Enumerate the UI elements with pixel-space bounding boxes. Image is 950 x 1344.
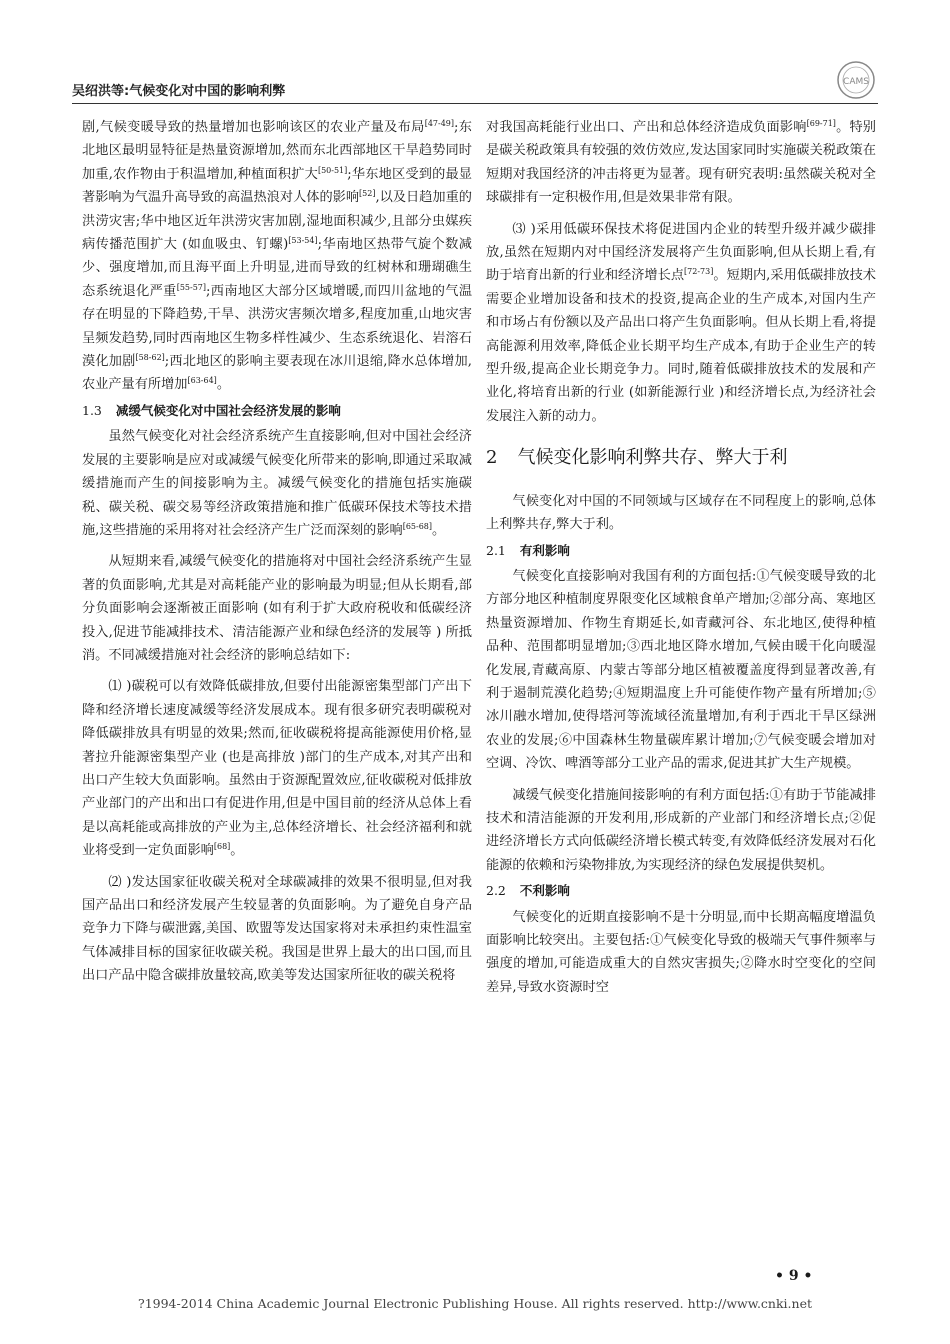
paragraph: 虽然气候变化对社会经济系统产生直接影响,但对中国社会经济发展的主要影响是应对或减缓气候变化所带来的影响,即通过采取减缓措施而产生的间接影响为主。减缓气候变化的措施包括实施碳税、碳关税、碳交易等经济政策措施和推广低碳环保技术等技术措施,这些措施的采用将对社会经济产生广泛而深刻的影响[65-68]。 [82, 429, 472, 538]
paragraph: 气候变化的近期直接影响不是十分明显,而中长期高幅度增温负面影响比较突出。主要包括:①气候变化导致的极端天气事件频率与强度的增加,可能造成重大的自然灾害损失;②降水时空变化的空间差异,导致水资源时空 [486, 909, 876, 995]
logo-text: CAMS [843, 77, 869, 87]
subsection-heading-2-2: 2.2 不利影响 [486, 883, 570, 899]
citation: [68] [213, 842, 231, 852]
citation: [52] [359, 189, 376, 199]
journal-logo-icon [836, 60, 876, 100]
paragraph: 减缓气候变化措施间接影响的有利方面包括:①有助于节能减排技术和清洁能源的开发利用,形成新的产业部门和经济增长点;②促进经济增长方式向低碳经济增长模式转变,有效降低经济发展对石化能源的依赖和污染物排放,为实现经济的绿色发展提供契机。 [486, 787, 876, 873]
paragraph: 气候变化对中国的不同领域与区域存在不同程度上的影响,总体上利弊共存,弊大于利。 [486, 493, 876, 533]
citation: [72-73] [684, 267, 714, 277]
paragraph: ⑵ )发达国家征收碳关税对全球碳减排的效果不很明显,但对我国产品出口和经济发展产生较显著的负面影响。为了避免自身产品竞争力下降与碳泄露,美国、欧盟等发达国家将对未承担约束性温室气体减排目标的国家征收碳关税。我国是世界上最大的出口国,而且出口产品中隐含碳排放量较高,欧美等发达国家所征收的碳关税将 [82, 874, 472, 984]
citation: [69-71] [806, 119, 836, 128]
paragraph: 剧,气候变暖导致的热量增加也影响该区的农业产量及布局[47-49];东北地区最明显特征是热量资源增加,然而东北西部地区干旱趋势同时加重,农作物由于积温增加,种植面积扩大[50-51];华东地区受到的最显著影响为气温升高导致的高温热浪对人体的影响[52],以及日趋加重的洪涝灾害;华中地区近年洪涝灾害加剧,湿地面积减少,且部分虫媒疾病传播范围扩大 (如血吸虫、钉螺)[53-54];华南地区热带气旋个数减少、强度增加,而且海平面上升明显,进而导致的红树林和珊瑚礁生态系统退化严重[55-57];西南地区大部分区域增暖,而四川盆地的气温存在明显的下降趋势,干旱、洪涝灾害频次增多,程度加重,山地灾害呈频发趋势,同时西南地区生物多样性减少、生态系统退化、岩溶石漠化加剧[58-62];西北地区的影响主要表现在冰川退缩,降水总体增加,农业产量有所增加[63-64]。 [82, 119, 473, 393]
citation: [63-64] [187, 376, 217, 386]
citation: [58-62] [135, 353, 165, 363]
citation: [50-51] [317, 165, 348, 175]
citation: [53-54] [288, 236, 318, 246]
left-column [82, 116, 472, 988]
right-column [486, 116, 876, 999]
paragraph: ⑶ )采用低碳环保技术将促进国内企业的转型升级并减少碳排放,虽然在短期内对中国经济发展将产生负面影响,但从长期上看,有助于培育出新的行业和经济增长点[72-73]。短期内,采用低碳排放技术需要企业增加设备和技术的投资,提高企业的生产成本,对国内生产和市场占有份额以及产品出口将产生负面影响。但从长期上看,将提高能源利用效率,降低企业长期平均生产成本,有助于企业生产的转型升级,提高企业长期竞争力。同时,随着低碳排放技术的发展和产业化,将培育出新的行业 (如新能源行业 )和经济增长点,为经济社会发展注入新的动力。 [486, 221, 876, 424]
section-heading-2: 2 气候变化影响利弊共存、弊大于利 [486, 447, 788, 469]
citation: [55-57] [176, 282, 207, 292]
page-number: • 9 • [775, 1268, 813, 1284]
paragraph: ⑴ )碳税可以有效降低碳排放,但要付出能源密集型部门产出下降和经济增长速度减缓等经济发展成本。现有很多研究表明碳税对降低碳排放具有明显的效果;然而,征收碳税将提高能源使用价格,显著拉升能源密集型产业 (也是高排放 )部门的生产成本,对其产出和出口产生较大负面影响。虽然由于资源配置效应,征收碳税对低排放产业部门的产出和出口有促进作用,但是中国目前的经济从总体上看是以高耗能或高排放的产业为主,总体经济增长、社会经济福利和就业将受到一定负面影响[68]。 [82, 679, 472, 859]
citation: [47-49] [424, 119, 455, 128]
subsection-heading-2-1: 2.1 有利影响 [486, 542, 570, 558]
paragraph: 气候变化直接影响对我国有利的方面包括:①气候变暖导致的北方部分地区种植制度界限变化区域粮食单产增加;②部分高、寒地区热量资源增加、作物生育期延长,如青藏河谷、东北地区,使得种植品种、范围都明显增加;③西北地区降水增加,气候由暖干化向暖湿化发展,青藏高原、内蒙古等部分地区植被覆盖度得到显著改善,有利于遏制荒漠化趋势;④短期温度上升可能使作物产量有所增加;⑤冰川融水增加,使得塔河等流域径流量增加,有利于西北干旱区绿洲农业的发展;⑥中国森林生物量碳库累计增加;⑦气候变暖会增加对空调、冷饮、啤酒等部分工业产品的需求,促进其扩大生产规模。 [486, 568, 876, 772]
header-rule [72, 103, 878, 104]
copyright-footer: ?1994-2014 China Academic Journal Electronic Publishing House. All rights reserved. http://www.cnki.net [138, 1296, 812, 1311]
subsection-heading-1-3: 1.3 减缓气候变化对中国社会经济发展的影响 [82, 402, 341, 418]
running-title: 吴绍洪等:气候变化对中国的影响利弊 [72, 84, 286, 99]
paragraph: 从短期来看,减缓气候变化的措施将对中国社会经济系统产生显著的负面影响,尤其是对高耗能产业的影响最为明显;但从长期看,部分负面影响会逐渐被正面影响 (如有利于扩大政府税收和低碳经济投入,促进节能减排技术、清洁能源产业和绿色经济的发展等 ) 所抵消。不同减缓措施对社会经济的影响总结如下: [82, 554, 472, 663]
paragraph: 对我国高耗能行业出口、产出和总体经济造成负面影响[69-71]。特别是碳关税政策具有较强的效仿效应,发达国家同时实施碳关税政策在短期对我国经济的冲击将更为显著。现有研究表明:虽然碳关税对全球碳排有一定积极作用,但是效果非常有限。 [486, 119, 876, 206]
citation: [65-68] [402, 521, 433, 531]
